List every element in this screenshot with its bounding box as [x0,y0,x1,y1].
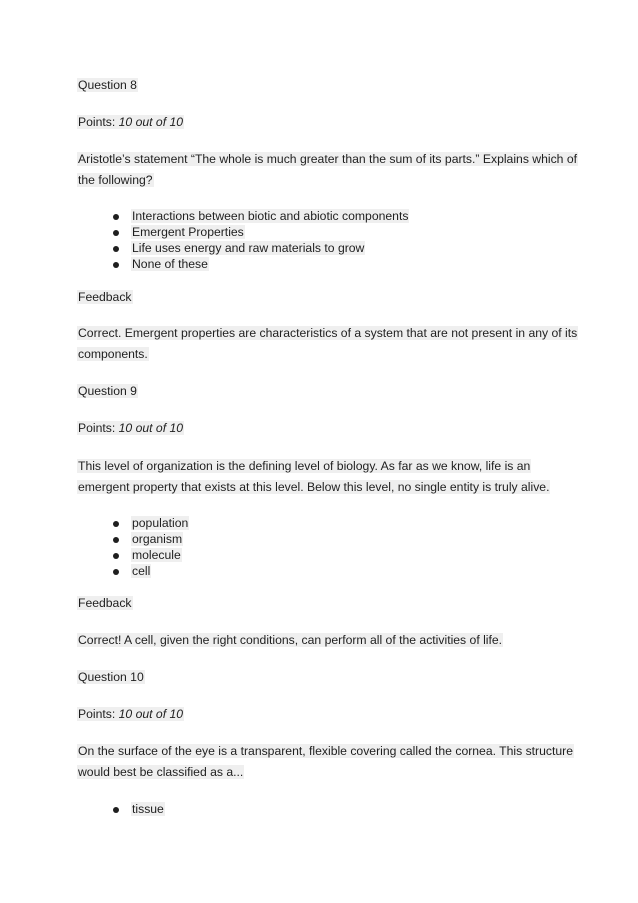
question-title: Question 9 [78,384,137,398]
question-title: Question 8 [78,78,137,92]
bullet-dot [113,553,119,559]
question-prompt-line: Aristotle’s statement “The whole is much greater than the sum of its parts.” Explains which of [78,152,578,166]
bullet-dot [113,262,119,268]
answer-option: None of these [132,257,208,271]
points-value: 10 out of 10 [118,707,184,721]
answer-option: Emergent Properties [132,225,244,239]
question-prompt-line: would best be classified as a... [78,765,244,779]
question-title: Question 10 [78,670,144,684]
answer-option: cell [132,564,151,578]
question-prompt-line: emergent property that exists at this level. Below this level, no single entity is truly alive. [78,480,550,494]
points-label: Points: [78,707,116,721]
question-points [77,706,184,722]
question-points [77,114,184,130]
question-prompt-line: This level of organization is the defining level of biology. As far as we know, life is an [78,459,531,473]
answer-option: Life uses energy and raw materials to grow [132,241,365,255]
feedback-text-line: Correct! A cell, given the right conditions, can perform all of the activities of life. [78,633,503,647]
question-points [77,420,184,436]
question-prompt-line: On the surface of the eye is a transparent, flexible covering called the cornea. This structure [78,744,573,758]
bullet-dot [113,807,119,813]
feedback-label: Feedback [78,596,132,610]
feedback-label: Feedback [78,290,132,304]
points-value: 10 out of 10 [118,421,184,435]
points-label: Points: [78,421,116,435]
feedback-text-line: components. [78,347,148,361]
points-label: Points: [78,115,116,129]
answer-option: tissue [132,802,164,816]
bullet-dot [113,230,119,236]
bullet-dot [113,214,119,220]
answer-option: molecule [132,548,181,562]
feedback-text-line: Correct. Emergent properties are characteristics of a system that are not present in any of its [78,326,578,340]
question-prompt-line: the following? [78,173,153,187]
answer-option: Interactions between biotic and abiotic components [132,209,409,223]
answer-option: population [132,516,189,530]
points-value: 10 out of 10 [118,115,184,129]
bullet-dot [113,246,119,252]
bullet-dot [113,521,119,527]
bullet-dot [113,569,119,575]
bullet-dot [113,537,119,543]
answer-option: organism [132,532,183,546]
